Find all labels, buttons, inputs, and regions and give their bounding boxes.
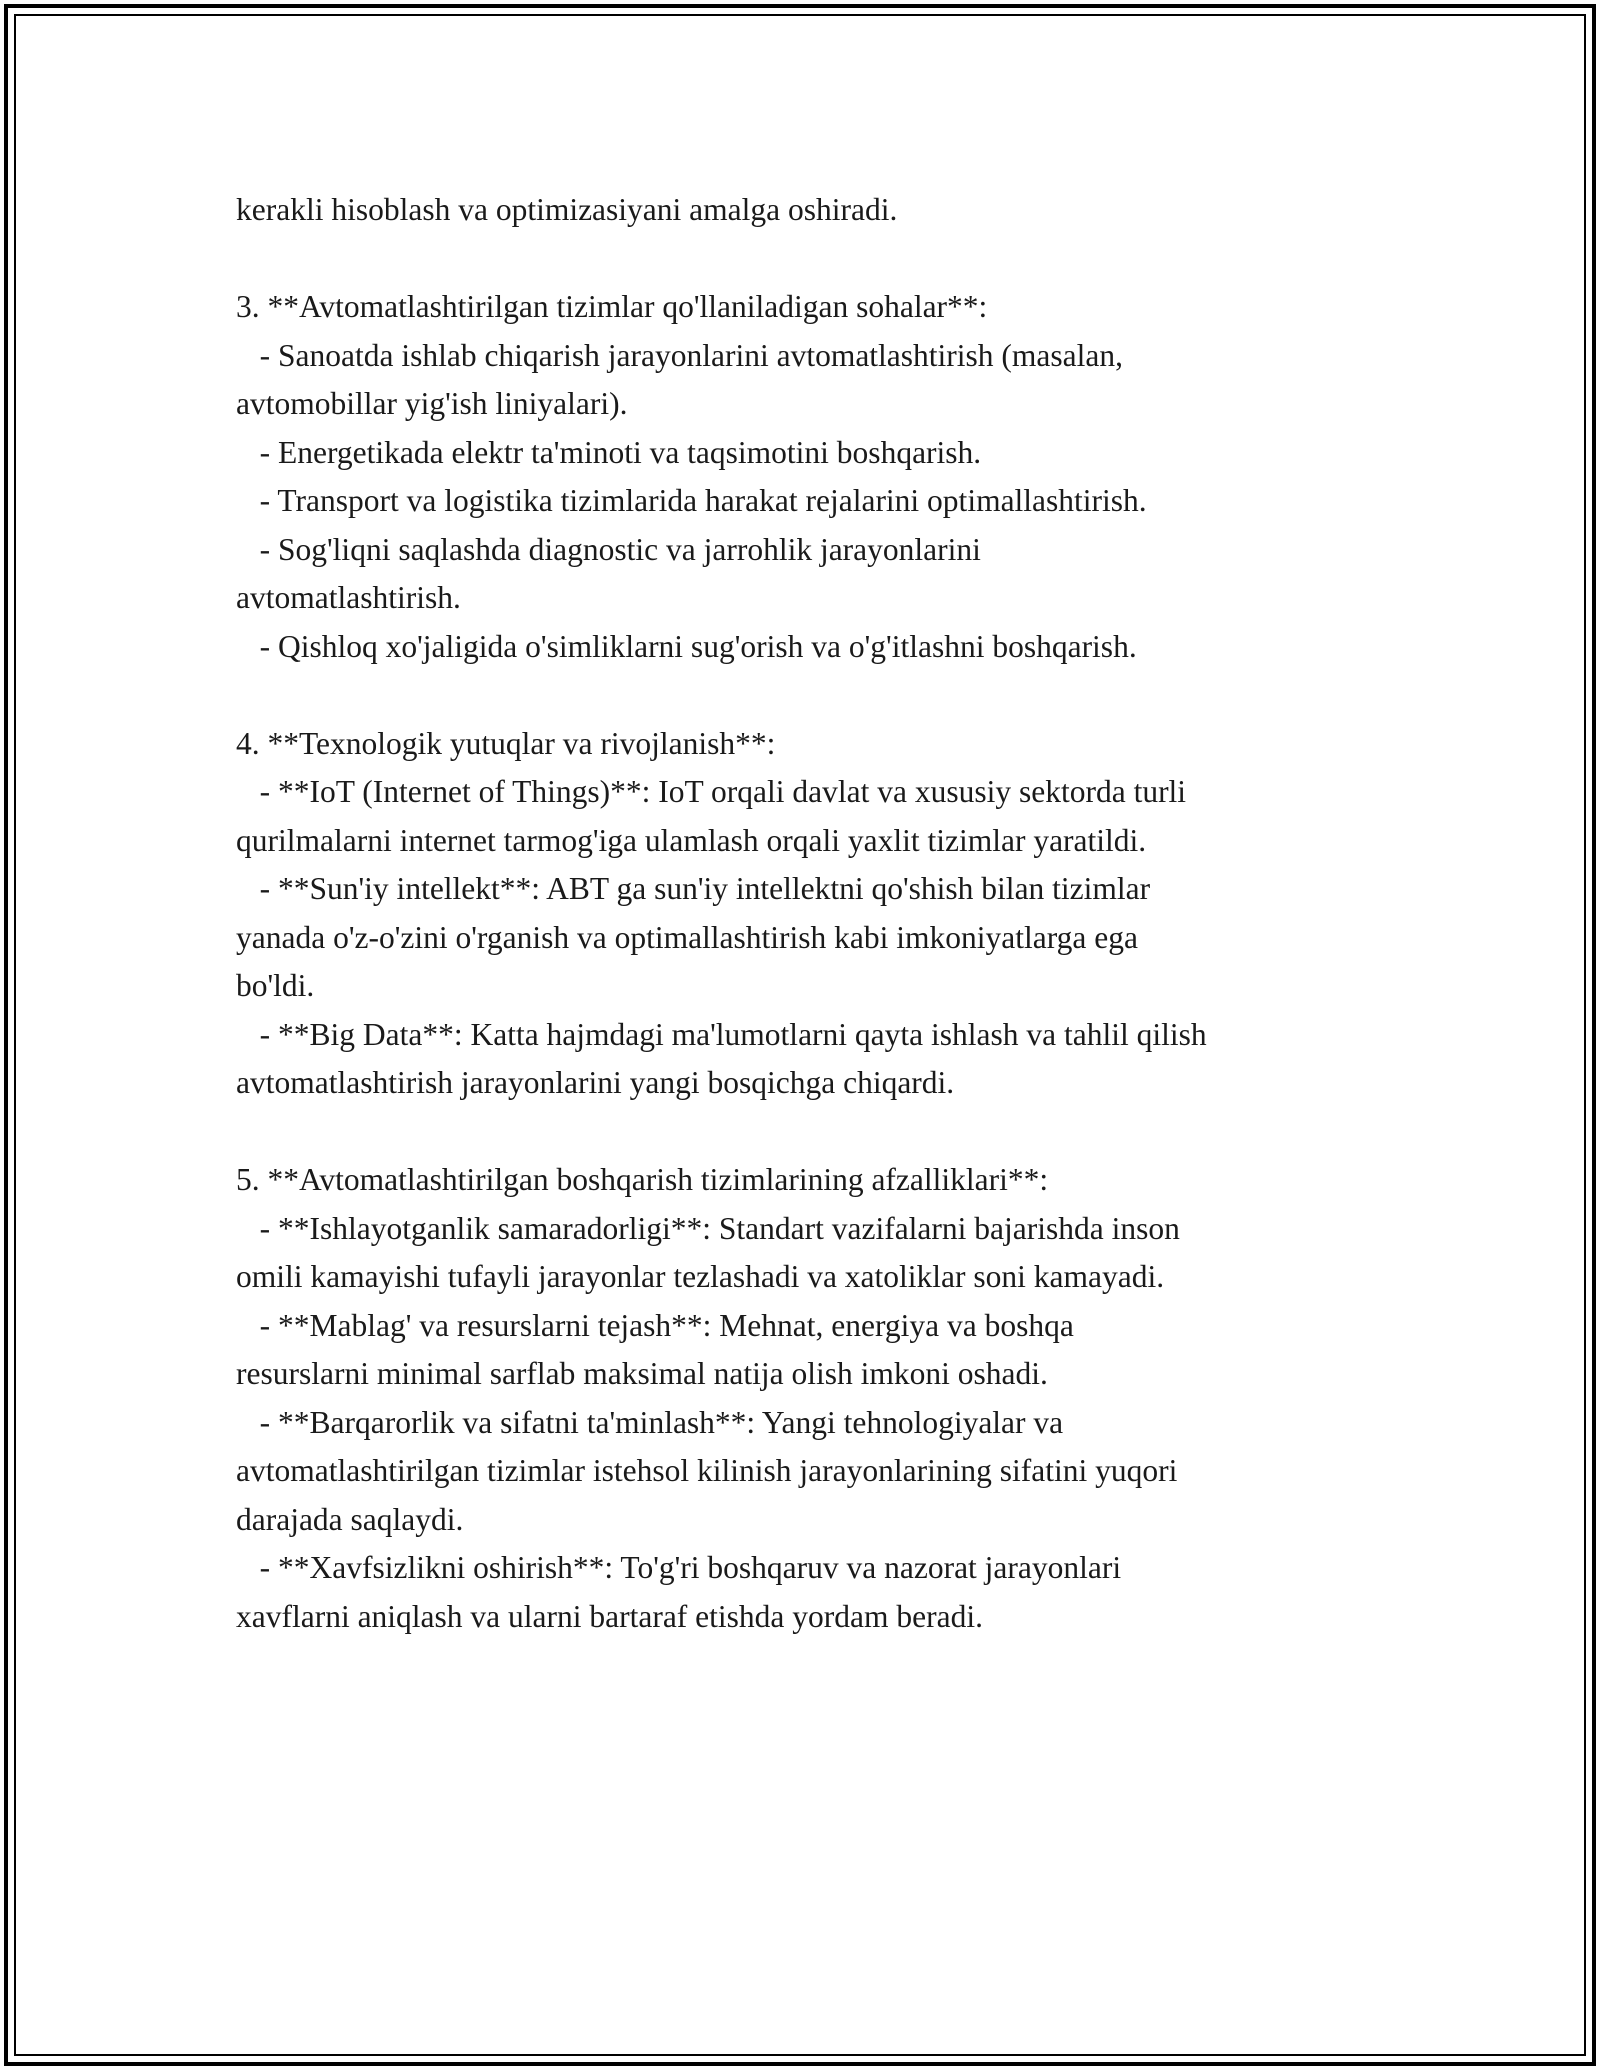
text-line: - **Mablag' va resurslarni tejash**: Mehnat, energiya va boshqa (236, 1307, 1074, 1343)
text-line: - Qishloq xo'jaligida o'simliklarni sug'orish va o'g'itlashni boshqarish. (236, 628, 1137, 664)
section-heading: 4. **Texnologik yutuqlar va rivojlanish**: (236, 725, 776, 761)
text-line: - **Ishlayotganlik samaradorligi**: Standart vazifalarni bajarishda inson (236, 1210, 1180, 1246)
text-line: - Sog'liqni saqlashda diagnostic va jarrohlik jarayonlarini (236, 531, 981, 567)
document-body (236, 186, 1416, 1641)
text-line: - Sanoatda ishlab chiqarish jarayonlarini avtomatlashtirish (masalan, (236, 337, 1123, 373)
text-line: yanada o'z-o'zini o'rganish va optimallashtirish kabi imkoniyatlarga ega (236, 919, 1138, 955)
text-line: qurilmalarni internet tarmog'iga ulamlash orqali yaxlit tizimlar yaratildi. (236, 822, 1147, 858)
section-heading: 3. **Avtomatlashtirilgan tizimlar qo'llaniladigan sohalar**: (236, 289, 988, 324)
text-line: avtomatlashtirish jarayonlarini yangi bosqichga chiqardi. (236, 1065, 955, 1100)
text-line: - **Sun'iy intellekt**: ABT ga sun'iy intellektni qo'shish bilan tizimlar (236, 871, 1151, 906)
blank-line (236, 671, 1416, 720)
blank-line (236, 235, 1416, 284)
text-line: avtomobillar yig'ish liniyalari). (236, 386, 628, 421)
text-line: resurslarni minimal sarflab maksimal natija olish imkoni oshadi. (236, 1356, 1048, 1391)
text-line: avtomatlashtirish. (236, 580, 461, 615)
text-line: kerakli hisoblash va optimizasiyani amalga oshiradi. (236, 192, 898, 227)
blank-line (236, 1108, 1416, 1157)
text-line: - **Xavfsizlikni oshirish**: To'g'ri boshqaruv va nazorat jarayonlari (236, 1550, 1122, 1585)
text-line: - **Big Data**: Katta hajmdagi ma'lumotlarni qayta ishlash va tahlil qilish (236, 1016, 1207, 1052)
text-line: - Energetikada elektr ta'minoti va taqsimotini boshqarish. (236, 434, 982, 470)
text-line: darajada saqlaydi. (236, 1501, 464, 1537)
section-heading: 5. **Avtomatlashtirilgan boshqarish tizimlarining afzalliklari**: (236, 1162, 1049, 1197)
text-line: avtomatlashtirilgan tizimlar istehsol kilinish jarayonlarining sifatini yuqori (236, 1453, 1178, 1488)
text-line: xavflarni aniqlash va ularni bartaraf etishda yordam beradi. (236, 1598, 983, 1634)
text-line: - **Barqarorlik va sifatni ta'minlash**: Yangi tehnologiyalar va (236, 1404, 1064, 1440)
text-line: bo'ldi. (236, 968, 315, 1003)
text-line: - Transport va logistika tizimlarida harakat rejalarini optimallashtirish. (236, 483, 1147, 518)
text-line: omili kamayishi tufayli jarayonlar tezlashadi va xatoliklar soni kamayadi. (236, 1259, 1165, 1294)
text-line: - **IoT (Internet of Things)**: IoT orqali davlat va xususiy sektorda turli (236, 774, 1187, 809)
